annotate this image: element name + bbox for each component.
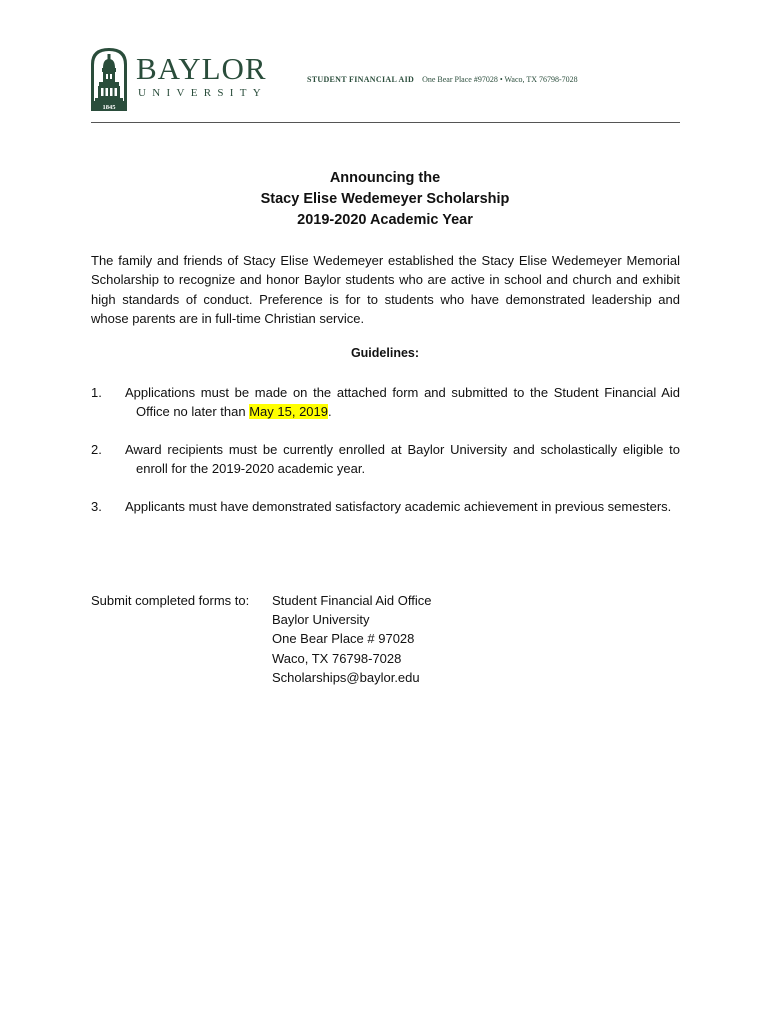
title-line-2: Stacy Elise Wedemeyer Scholarship	[260, 191, 510, 207]
announcement-title	[90, 168, 680, 231]
deadline-highlight: May 15, 2019	[249, 404, 328, 420]
guideline-text	[125, 383, 680, 422]
guideline-item-1	[91, 383, 680, 422]
letterhead	[90, 44, 680, 114]
guideline-number: 3.	[91, 499, 102, 514]
intro-paragraph: The family and friends of Stacy Elise Wedemeyer established the Stacy Elise Wedemeyer Memorial Scholarship to recognize and honor Baylor students who are active in school and church and exhibit high standards of conduct. Preference is for to students who have demonstrated leadership and whose parents are in full-time Christian service.	[91, 253, 680, 326]
title-line-3: 2019-2020 Academic Year	[297, 212, 473, 228]
header-divider	[91, 122, 680, 123]
university-subtitle: UNIVERSITY	[138, 87, 267, 99]
guideline-text: Award recipients must be currently enrolled at Baylor University and scholastically eligible to enroll for the 2019-2020 academic year.	[125, 442, 680, 477]
guideline-text-suffix: .	[328, 404, 332, 420]
office-line	[307, 75, 578, 84]
address-line: Waco, TX 76798-7028	[272, 650, 402, 666]
address-line: One Bear Place # 97028	[272, 631, 415, 647]
guideline-number: 1.	[91, 385, 102, 400]
address-line: Student Financial Aid Office	[272, 593, 432, 608]
university-wordmark	[136, 51, 267, 100]
guideline-item-2	[91, 440, 680, 479]
address-line: Baylor University	[272, 612, 370, 628]
title-line-1: Announcing the	[329, 170, 441, 186]
guidelines-heading: Guidelines:	[350, 346, 420, 360]
office-name: STUDENT FINANCIAL AID	[307, 75, 415, 84]
guideline-text-body: Applications must be made on the attached form and submitted to the Student Financial Aid Office no later than	[125, 385, 680, 420]
guideline-number: 2.	[91, 442, 102, 457]
submit-label: Submit completed forms to:	[91, 593, 250, 608]
office-address: One Bear Place #97028 • Waco, TX 76798-7028	[422, 75, 578, 84]
seal-year: 1845	[102, 104, 116, 111]
university-name: BAYLOR	[136, 51, 267, 86]
guideline-item-3	[91, 497, 680, 516]
email-address: Scholarships@baylor.edu	[272, 669, 420, 685]
submit-address	[272, 591, 431, 687]
baylor-seal-logo	[90, 47, 128, 111]
guideline-text: Applicants must have demonstrated satisfactory academic achievement in previous semesters.	[125, 499, 672, 514]
